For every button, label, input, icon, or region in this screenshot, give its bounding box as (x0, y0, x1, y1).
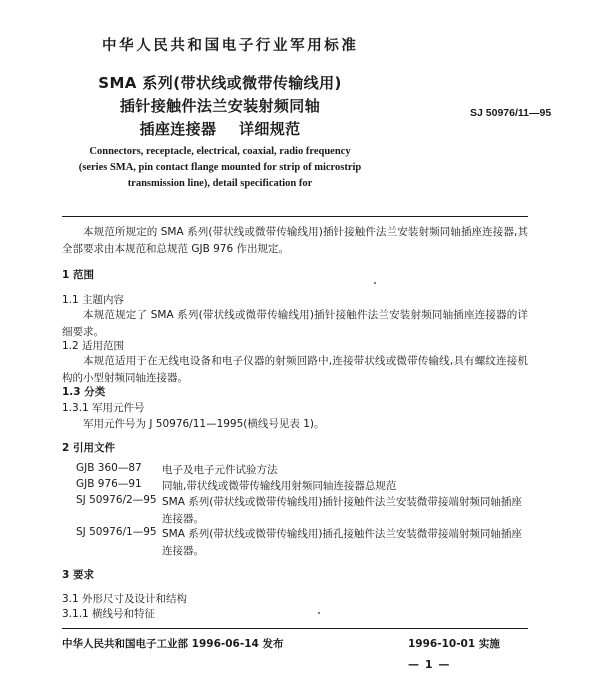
section-1-heading: 1 范围 (62, 269, 94, 281)
standard-category: 中华人民共和国电子行业军用标准 (102, 38, 359, 54)
section-1-3-1-text: 军用元件号为 J 50976/11—1995(横线号见表 1)。 (83, 418, 325, 430)
section-1-3-heading: 1.3 分类 (62, 386, 106, 398)
intro-paragraph: 本规范所规定的 SMA 系列(带状线或微带传输线用)插针接触件法兰安装射频同轴插座连接器,其全部要求由本规范和总规范 GJB 976 作出规定。 (62, 226, 528, 255)
title-en-line-3: transmission line), detail specification for (127, 178, 313, 189)
section-2-heading: 2 引用文件 (62, 442, 115, 454)
ref-title: 同轴,带状线或微带传输线用射频同轴连接器总规范 (162, 480, 397, 492)
title-cn-line-2: 插针接触件法兰安装射频同轴 (119, 97, 321, 115)
ref-title: SMA 系列(带状线或微带传输线用)插孔接触件法兰安装微带接端射频同轴插座连接器。 (162, 528, 522, 557)
footer-divider (62, 628, 528, 629)
section-1-2-heading: 1.2 适用范围 (62, 340, 125, 352)
ref-code: SJ 50976/2—95 (76, 494, 157, 506)
section-1-1-text: 本规范规定了 SMA 系列(带状线或微带传输线用)插针接触件法兰安装射频同轴插座连接器的详细要求。 (62, 309, 528, 338)
section-3-heading: 3 要求 (62, 569, 94, 581)
title-cn-line-1: SMA 系列(带状线或微带传输线用) (98, 74, 342, 92)
effective-date: 1996-10-01 实施 (408, 638, 500, 650)
page-number: — 1 — (408, 658, 451, 671)
section-1-3-1-heading: 1.3.1 军用元件号 (62, 402, 145, 414)
section-3-1-1-heading: 3.1.1 横线号和特征 (62, 608, 156, 620)
ref-code: SJ 50976/1—95 (76, 526, 157, 538)
section-1-2-text: 本规范适用于在无线电设备和电子仪器的射频回路中,连接带状线或微带传输线,具有螺纹连接机构的小型射频同轴连接器。 (62, 355, 528, 384)
scan-speck (374, 282, 376, 284)
ref-code: GJB 360—87 (76, 462, 142, 474)
ref-title: 电子及电子元件试验方法 (162, 464, 278, 476)
title-en-line-2: (series SMA, pin contact flange mounted for strip of microstrip (78, 162, 362, 173)
header-divider (62, 216, 528, 217)
section-3-1-heading: 3.1 外形尺寸及设计和结构 (62, 593, 188, 605)
ref-code: GJB 976—91 (76, 478, 142, 490)
title-cn-line-3: 插座连接器 详细规范 (139, 120, 301, 138)
ref-title: SMA 系列(带状线或微带传输线用)插针接触件法兰安装微带接端射频同轴插座连接器。 (162, 496, 522, 525)
scan-speck (318, 612, 320, 614)
standard-number: SJ 50976/11—95 (470, 107, 552, 119)
section-1-1-heading: 1.1 主题内容 (62, 294, 125, 306)
issuer-line: 中华人民共和国电子工业部 1996-06-14 发布 (62, 638, 284, 650)
title-en-line-1: Connectors, receptacle, electrical, coaxial, radio frequency (89, 146, 351, 157)
